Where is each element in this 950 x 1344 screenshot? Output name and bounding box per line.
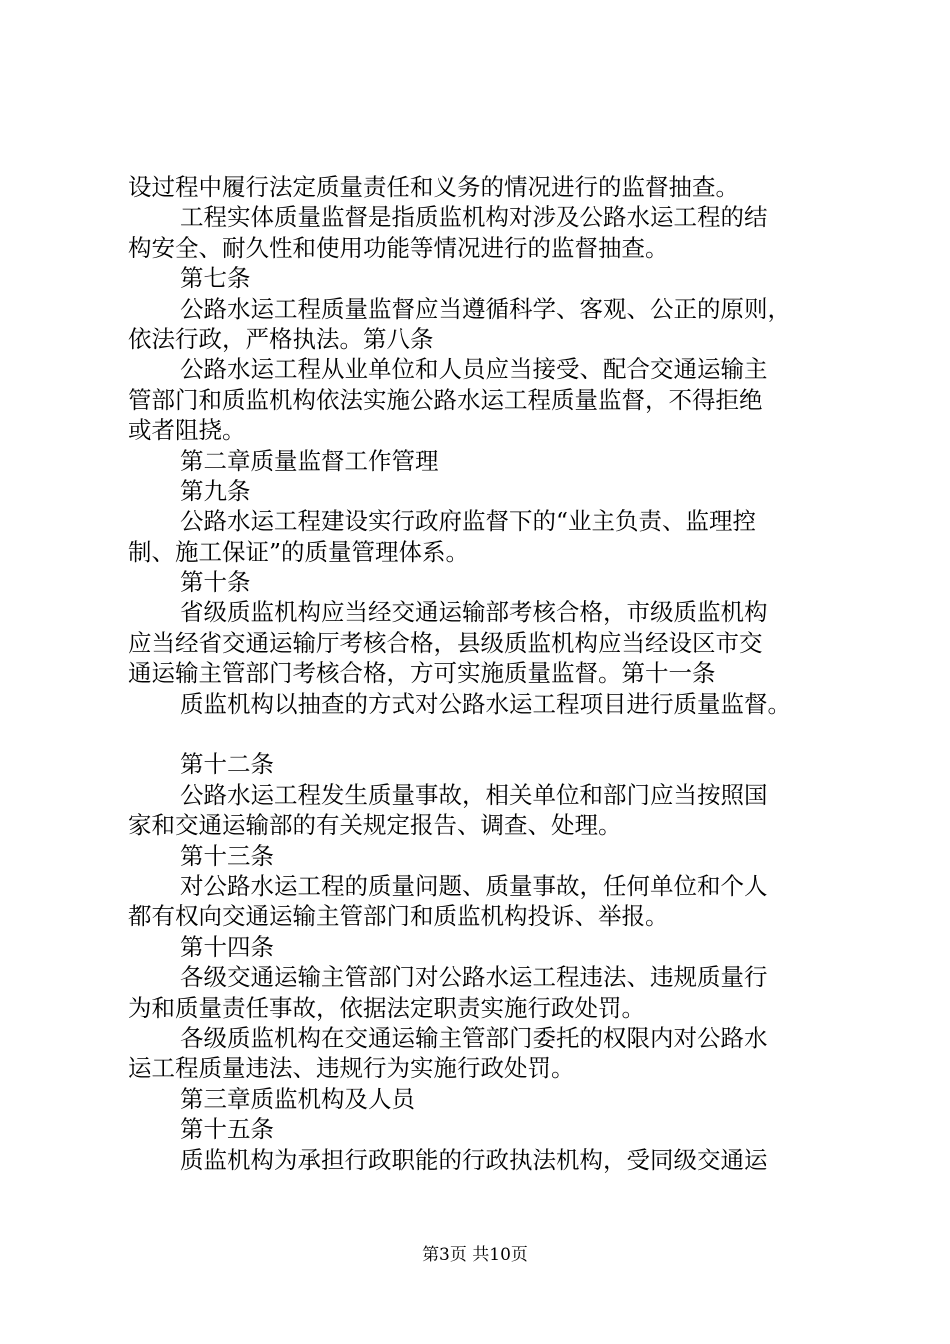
page-footer: 第3页 共10页 <box>422 1245 528 1265</box>
text-line: 依法行政，严格执法。第八条 <box>128 324 434 353</box>
text-line: 家和交通运输部的有关规定报告、调查、处理。 <box>128 811 622 840</box>
article-heading: 第十四条 <box>180 932 274 961</box>
text-line: 各级质监机构在交通运输主管部门委托的权限内对公路水 <box>180 1023 768 1052</box>
article-heading: 第九条 <box>180 476 251 505</box>
text-line: 应当经省交通运输厅考核合格，县级质监机构应当经设区市交 <box>128 628 763 657</box>
text-line: 质监机构以抽查的方式对公路水运工程项目进行质量监督。 <box>180 689 791 718</box>
text-line: 省级质监机构应当经交通运输部考核合格，市级质监机构 <box>180 598 768 627</box>
text-line: 管部门和质监机构依法实施公路水运工程质量监督，不得拒绝 <box>128 385 763 414</box>
text-line: 构安全、耐久性和使用功能等情况进行的监督抽查。 <box>128 233 669 262</box>
blank-line <box>128 719 840 749</box>
text-line: 都有权向交通运输主管部门和质监机构投诉、举报。 <box>128 902 669 931</box>
text-line: 公路水运工程建设实行政府监督下的“业主负责、监理控 <box>180 507 757 536</box>
text-line: 各级交通运输主管部门对公路水运工程违法、违规质量行 <box>180 963 768 992</box>
text-line: 工程实体质量监督是指质监机构对涉及公路水运工程的结 <box>180 203 768 232</box>
text-line: 或者阻挠。 <box>128 416 246 445</box>
document-body <box>128 172 840 1175</box>
text-line: 公路水运工程从业单位和人员应当接受、配合交通运输主 <box>180 355 768 384</box>
article-heading: 第十三条 <box>180 841 274 870</box>
text-line: 为和质量责任事故，依据法定职责实施行政处罚。 <box>128 993 645 1022</box>
text-line: 质监机构为承担行政职能的行政执法机构，受同级交通运 <box>180 1145 768 1174</box>
text-line: 公路水运工程质量监督应当遵循科学、客观、公正的原则， <box>180 294 791 323</box>
article-heading: 第七条 <box>180 264 251 293</box>
chapter-heading: 第三章质监机构及人员 <box>180 1084 415 1113</box>
chapter-heading: 第二章质量监督工作管理 <box>180 446 439 475</box>
text-line: 制、施工保证”的质量管理体系。 <box>128 537 470 566</box>
article-heading: 第十五条 <box>180 1115 274 1144</box>
text-line: 对公路水运工程的质量问题、质量事故，任何单位和个人 <box>180 871 768 900</box>
text-line: 运工程质量违法、违规行为实施行政处罚。 <box>128 1054 575 1083</box>
text-line: 设过程中履行法定质量责任和义务的情况进行的监督抽查。 <box>128 173 739 201</box>
text-line: 公路水运工程发生质量事故，相关单位和部门应当按照国 <box>180 780 768 809</box>
article-heading: 第十二条 <box>180 750 274 779</box>
text-line: 通运输主管部门考核合格，方可实施质量监督。第十一条 <box>128 659 716 688</box>
article-heading: 第十条 <box>180 568 251 597</box>
